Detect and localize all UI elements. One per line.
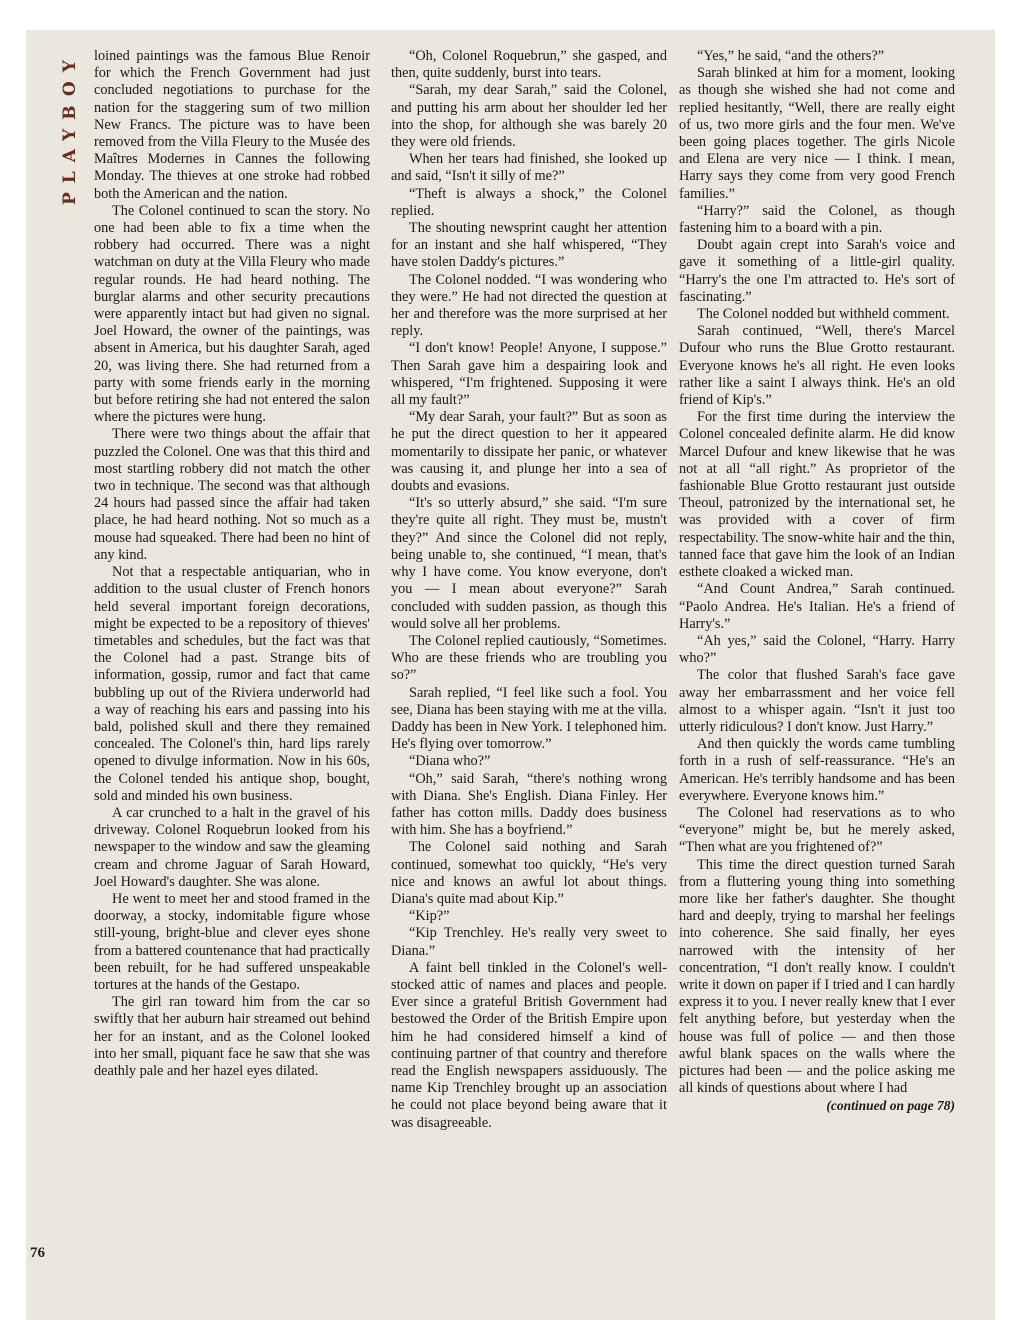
paragraph: “Theft is always a shock,” the Colonel replied.	[391, 185, 667, 219]
paragraph: “I don't know! People! Anyone, I suppose.” Then Sarah gave him a despairing look and whispered, “I'm frightened. Supposing it were all my fault?”	[391, 340, 667, 409]
paragraph: “Oh, Colonel Roquebrun,” she gasped, and then, quite suddenly, burst into tears.	[391, 48, 667, 82]
magazine-page	[26, 30, 995, 1320]
paragraph: A car crunched to a halt in the gravel of his driveway. Colonel Roquebrun looked from his newspaper to the window and saw the gleaming cream and chrome Jaguar of Sarah Howard, Joel Howard's daughter. She was alone.	[94, 804, 370, 890]
text-column-2	[391, 48, 667, 1132]
paragraph: The color that flushed Sarah's face gave away her embarrassment and her voice fell almost to a whisper again. “Isn't it just too utterly ridiculous? I don't know. Just Harry.”	[679, 667, 955, 735]
paragraph: Sarah continued, “Well, there's Marcel Dufour who runs the Blue Grotto restaurant. Everyone knows he's all right. He even looks rather like a saint I always think. He's an old friend of Kip's.”	[679, 323, 955, 409]
paragraph: The Colonel continued to scan the story. No one had been able to fix a time when the robbery had occurred. There was a night watchman on duty at the Villa Fleury who made regular rounds. He had heard nothing. The burglar alarms and other security precautions were apparently intact but had given no signal. Joel Howard, the owner of the paintings, was absent in America, but his daughter Sarah, aged 20, was living there. She had returned from a party with some friends early in the morning but before retiring she had not entered the salon where the pictures were hung.	[94, 202, 370, 426]
paragraph: “My dear Sarah, your fault?” But as soon as he put the direct question to her it appeared momentarily to dissipate her panic, or whatever was causing it, and plunge her into a sea of doubts and evasions.	[391, 409, 667, 495]
paragraph: “And Count Andrea,” Sarah continued. “Paolo Andrea. He's Italian. He's a friend of Harry's.”	[679, 581, 955, 632]
paragraph: “Harry?” said the Colonel, as though fastening him to a board with a pin.	[679, 202, 955, 237]
paragraph: A faint bell tinkled in the Colonel's well-stocked attic of names and places and people. Ever since a grateful British Government had bestowed the Order of the British Empire upon him he had considered himself a kind of continuing partner of that country and therefore read the English newspapers assiduously. The name Kip Trenchley brought up an association he could not place beyond being aware that it was disagreeable.	[391, 959, 667, 1131]
paragraph: This time the direct question turned Sarah from a fluttering young thing into something more like her father's daughter. She thought hard and deeply, trying to marshal her feelings into coherence. She said finally, her eyes narrowed with the intensity of her concentration, “I don't really know. I couldn't write it down on paper if I tried and I can hardly express it to you. I never really knew that I ever felt anything before, but yesterday when the house was full of police — and then those awful blank spaces on the walls where the pictures had been — and the police asking me all kinds of questions about where I had	[679, 856, 955, 1097]
paragraph: “Kip Trenchley. He's really very sweet to Diana.”	[391, 925, 667, 959]
paragraph: For the first time during the interview the Colonel concealed definite alarm. He did know Marcel Dufour and knew likewise that he was not at all “all right.” As proprietor of the fashionable Blue Grotto restaurant just outside Theoul, patronized by the international set, he was provided with a cover of firm respectability. The snow-white hair and the thin, tanned face that gave him the look of an Indian esthete cloaked a wicked man.	[679, 409, 955, 581]
paragraph: Sarah blinked at him for a moment, looking as though she wished she had not come and replied hesitantly, “Well, there are really eight of us, two more girls and the four men. We've been going places together. The girls Nicole and Elena are very nice — I think. I mean, Harry says they come from very good French families.”	[679, 65, 955, 202]
paragraph: loined paintings was the famous Blue Renoir for which the French Government had just concluded negotiations to purchase for the nation for the staggering sum of two million New Francs. The picture was to have been removed from the Villa Fleury to the Musée des Maîtres Modernes in Cannes the following Monday. The thieves at one stroke had robbed both the American and the nation.	[94, 48, 370, 202]
paragraph: The Colonel nodded but withheld comment.	[697, 306, 950, 323]
paragraph: Doubt again crept into Sarah's voice and gave it something of a little-girl quality. “Harry's the one I'm attracted to. He's sort of fascinating.”	[679, 237, 955, 305]
paragraph: Sarah replied, “I feel like such a fool. You see, Diana has been staying with me at the villa. Daddy has been in New York. I telephoned him. He's flying over tomorrow.”	[391, 684, 667, 753]
paragraph: “Diana who?”	[409, 753, 491, 770]
paragraph: And then quickly the words came tumbling forth in a rush of self-reassurance. “He's an American. He's terribly handsome and has been everywhere. Everyone knows him.”	[679, 736, 955, 804]
paragraph: When her tears had finished, she looked up and said, “Isn't it silly of me?”	[391, 151, 667, 185]
paragraph: He went to meet her and stood framed in the doorway, a stocky, indomitable figure whose still-young, bright-blue and clever eyes shone from a battered countenance that had practically been rebuilt, for he had suffered unspeakable tortures at the hands of the Gestapo.	[94, 890, 370, 993]
paragraph: The Colonel nodded. “I was wondering who they were.” He had not directed the question at her and therefore was the more surprised at her reply.	[391, 271, 667, 340]
text-column-1	[94, 48, 370, 1080]
paragraph: There were two things about the affair that puzzled the Colonel. One was that this third and most startling robbery did not match the other two in technique. The second was that although 24 hours had passed since the affair had taken place, he had heard nothing. Not so much as a mouse had squeaked. There had been no hint of any kind.	[94, 426, 370, 563]
paragraph: The shouting newsprint caught her attention for an instant and she half whispered, “They have stolen Daddy's pictures.”	[391, 220, 667, 271]
paragraph: Not that a respectable antiquarian, who in addition to the usual cluster of French honors held several important foreign decorations, might be expected to be a repository of thieves' timetables and schedules, but the fact was that the Colonel had a past. Strange bits of information, gossip, rumor and fact that came bubbling up out of the Riviera underworld had a way of reaching his ears and passing into his bald, polished skull and there they remained concealed. The Colonel's thin, hard lips rarely opened to divulge information. Now in his 60s, the Colonel tended his antique shop, bought, sold and minded his own business.	[94, 564, 370, 804]
paragraph: The Colonel said nothing and Sarah continued, somewhat too quickly, “He's very nice and knows an awful lot about things. Diana's quite mad about Kip.”	[391, 839, 667, 907]
paragraph: The Colonel had reservations as to who “everyone” might be, but he merely asked, “Then what are you frightened of?”	[679, 804, 955, 856]
text-column-3	[679, 48, 955, 1115]
page-number: 76	[30, 1245, 45, 1261]
paragraph: “Oh,” said Sarah, “there's nothing wrong with Diana. She's English. Diana Finley. Her father has cotton mills. Daddy does business with him. She has a boyfriend.”	[391, 770, 667, 839]
paragraph: “Sarah, my dear Sarah,” said the Colonel, and putting his arm about her shoulder led her into the shop, for although she was barely 20 they were old friends.	[391, 82, 667, 151]
continued-note: (continued on page 78)	[826, 1098, 955, 1114]
paragraph: The girl ran toward him from the car so swiftly that her auburn hair streamed out behind her for an instant, and as the Colonel looked into her small, piquant face he saw that she was deathly pale and her hazel eyes dilated.	[94, 994, 370, 1079]
paragraph: “Ah yes,” said the Colonel, “Harry. Harry who?”	[679, 632, 955, 667]
masthead: PLAYBOY	[60, 51, 80, 205]
paragraph: “Kip?”	[409, 908, 450, 925]
paragraph: “Yes,” he said, “and the others?”	[697, 48, 885, 64]
paragraph: “It's so utterly absurd,” she said. “I'm sure they're quite all right. They must be, mustn't they?” And since the Colonel did not reply, being unable to, she continued, “I mean, that's why I have come. You know everyone, don't you — I mean about everyone?” Sarah concluded with sudden passion, as though this would solve all her problems.	[391, 495, 667, 632]
paragraph: The Colonel replied cautiously, “Sometimes. Who are these friends who are troubling you so?”	[391, 632, 667, 684]
